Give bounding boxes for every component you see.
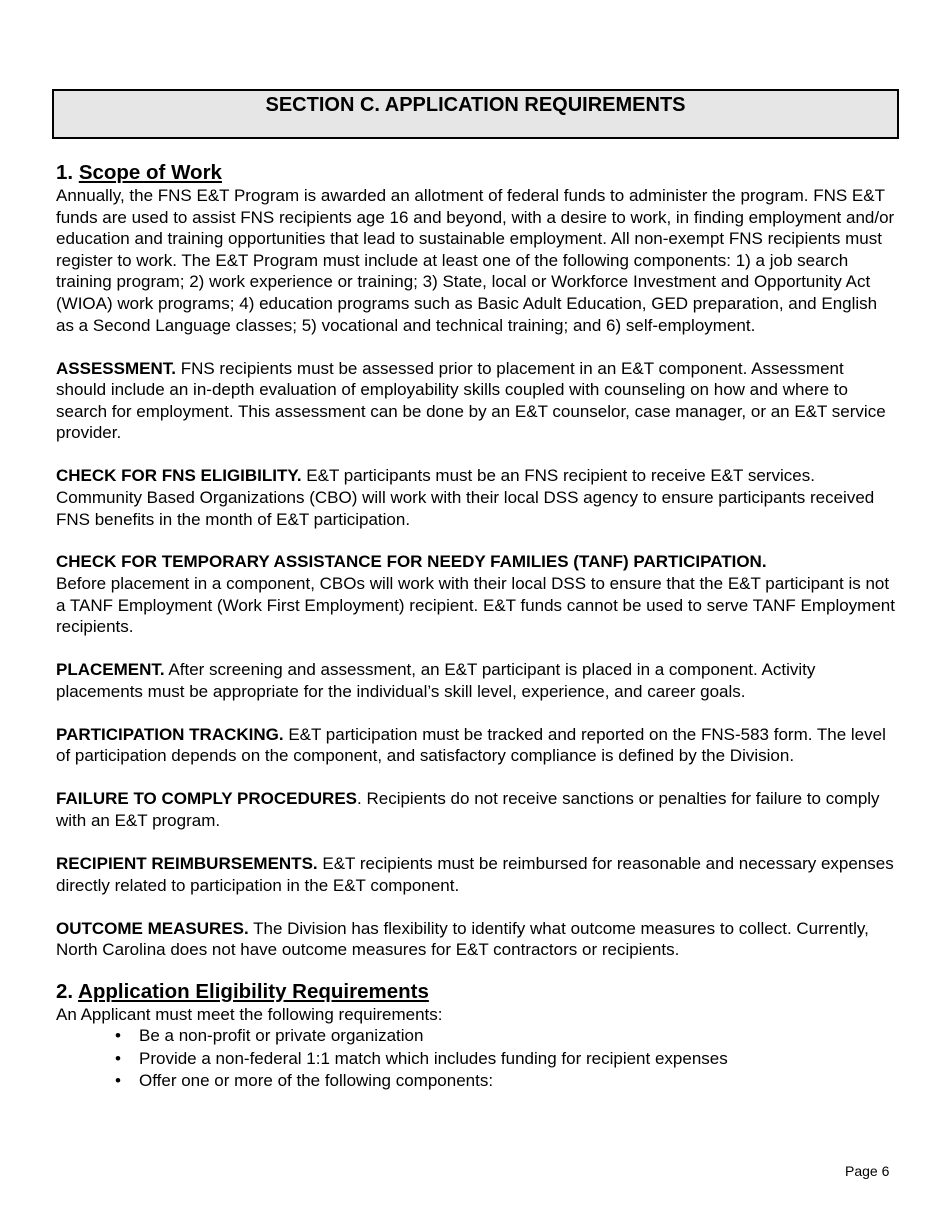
paragraph-label: CHECK FOR FNS ELIGIBILITY.	[56, 466, 302, 486]
scope-heading-number: 1.	[56, 161, 74, 184]
paragraph-outcome-measures	[56, 918, 898, 961]
paragraph-label: PLACEMENT.	[56, 660, 165, 680]
paragraph-label: FAILURE TO COMPLY PROCEDURES	[56, 789, 358, 809]
list-item-text: Offer one or more of the following components:	[139, 1071, 494, 1091]
paragraph-text: Before placement in a component, CBOs will work with their local DSS to ensure that the E&T participant is not a TANF Employment (Work First Employment) recipient. E&T funds cannot be used to serve TANF Employment recipients.	[56, 574, 895, 637]
paragraph-text: FNS recipients must be assessed prior to placement in an E&T component. Assessment should include an in-depth evaluation of employability skills coupled with counseling on how and where to search for employment. This assessment can be done by an E&T counselor, case manager, or an E&T service provider.	[56, 358, 886, 443]
eligibility-heading-number: 2.	[56, 979, 74, 1003]
eligibility-intro: An Applicant must meet the following requirements:	[56, 1004, 443, 1024]
paragraph-label: ASSESSMENT.	[56, 358, 176, 378]
scope-heading	[56, 161, 898, 185]
bullet-icon: •	[115, 1048, 121, 1068]
eligibility-heading	[56, 980, 898, 1004]
paragraph-assessment	[56, 358, 898, 444]
scope-body: Annually, the FNS E&T Program is awarded an allotment of federal funds to administer the program. FNS E&T funds are used to assist FNS recipients age 16 and beyond, with a desire to work, in finding employment and/or education and training opportunities that lead to sustainable employment. All non-exempt FNS recipients must register to work. The E&T Program must include at least one of the following components: 1) a job search training program; 2) work experience or training; 3) State, local or Workforce Investment and Opportunity Act (WIOA) work programs; 4) education programs such as Basic Adult Education, GED preparation, and English as a Second Language classes; 5) vocational and technical training; and 6) self-employment.	[56, 186, 895, 335]
paragraph-text: E&T participation must be tracked and reported on the FNS-583 form. The level of participation depends on the component, and satisfactory compliance is defined by the Division.	[56, 724, 886, 766]
paragraph-label: RECIPIENT REIMBURSEMENTS.	[56, 853, 318, 873]
paragraph-label: OUTCOME MEASURES.	[56, 918, 249, 938]
section-header-box	[52, 89, 899, 139]
eligibility-heading-title: Application Eligibility Requirements	[78, 979, 429, 1003]
paragraph-label: PARTICIPATION TRACKING.	[56, 724, 284, 744]
paragraph-text: E&T recipients must be reimbursed for reasonable and necessary expenses directly related to participation in the E&T component.	[56, 853, 894, 895]
list-item	[56, 1048, 898, 1071]
paragraph-failure-to-comply	[56, 788, 898, 831]
paragraph-text: E&T participants must be an FNS recipient to receive E&T services. Community Based Organizations (CBO) will work with their local DSS agency to ensure participants received FNS benefits in the month of E&T participation.	[56, 466, 875, 529]
paragraph-text: . Recipients do not receive sanctions or penalties for failure to comply with an E&T program.	[56, 789, 880, 830]
paragraph-label: CHECK FOR TEMPORARY ASSISTANCE FOR NEEDY FAMILIES (TANF) PARTICIPATION.	[56, 552, 767, 572]
list-item-text: Provide a non-federal 1:1 match which includes funding for recipient expenses	[139, 1048, 728, 1068]
paragraph-tanf-participation	[56, 551, 898, 637]
eligibility-list	[56, 1025, 898, 1093]
section-title: SECTION C. APPLICATION REQUIREMENTS	[265, 94, 686, 116]
paragraph-text: The Division has flexibility to identify what outcome measures to collect. Currently, North Carolina does not have outcome measures for E&T contractors or recipients.	[56, 918, 869, 960]
list-item	[56, 1025, 898, 1048]
paragraph-text: After screening and assessment, an E&T participant is placed in a component. Activity placements must be appropriate for the individual’s skill level, experience, and career goals.	[56, 660, 816, 701]
scope-heading-title: Scope of Work	[78, 161, 222, 184]
paragraph-fns-eligibility	[56, 465, 898, 530]
page-number: Page 6	[845, 1163, 890, 1179]
bullet-icon: •	[115, 1026, 121, 1046]
paragraph-placement	[56, 659, 898, 702]
list-item	[56, 1070, 898, 1093]
page-content	[56, 161, 898, 1093]
bullet-icon: •	[115, 1071, 121, 1091]
paragraph-recipient-reimbursements	[56, 853, 898, 896]
list-item-text: Be a non-profit or private organization	[139, 1026, 424, 1046]
paragraph-participation-tracking	[56, 724, 898, 767]
